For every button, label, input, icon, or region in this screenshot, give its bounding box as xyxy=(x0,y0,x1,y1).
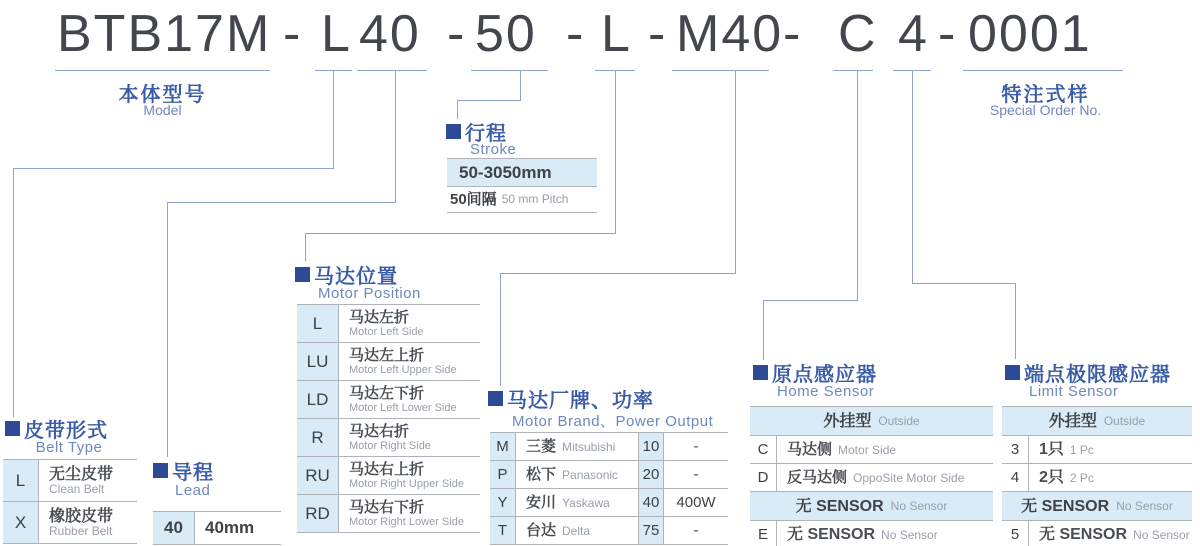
motor-position-en: Motor Left Upper Side xyxy=(349,363,457,376)
connector-belt xyxy=(333,70,334,168)
limit-sensor-table xyxy=(1002,406,1192,546)
section-marker-icon xyxy=(488,391,503,406)
motor-position-code: RD xyxy=(297,495,339,532)
lead-value-cell xyxy=(195,512,281,544)
belt-code: L xyxy=(3,460,39,501)
connector-motor-brand xyxy=(500,273,501,386)
motor-position-title-en: Motor Position xyxy=(318,285,421,302)
motor-brand-en: Mitsubishi xyxy=(562,440,616,454)
table-row xyxy=(153,512,281,545)
connector-motor-brand xyxy=(500,273,736,274)
limit-sensor-en: No Sensor xyxy=(1133,528,1190,542)
section-marker-icon xyxy=(446,124,461,139)
home-sensor-code: C xyxy=(750,436,777,463)
code-dash: - xyxy=(783,5,803,63)
section-marker-icon xyxy=(5,421,20,436)
motor-brand-title-zh: 马达厂牌、功率 xyxy=(507,390,654,412)
motor-brand-heading xyxy=(488,384,654,413)
belt-desc xyxy=(39,460,137,501)
motor-position-desc xyxy=(339,495,480,532)
table-row xyxy=(490,461,728,489)
code-segment-belt: L xyxy=(321,5,352,63)
belt-desc-zh: 橡胶皮带 xyxy=(49,507,114,525)
motor-brand-zh: 三菱 xyxy=(526,438,557,455)
underline-special-order xyxy=(963,70,1123,71)
limit-sensor-zh: 1只 xyxy=(1039,441,1064,458)
home-sensor-title-en: Home Sensor xyxy=(777,383,875,400)
table-row xyxy=(297,457,480,495)
belt-type-title-zh: 皮带形式 xyxy=(24,420,108,442)
underline-lead xyxy=(357,70,427,71)
lead-code: 40 xyxy=(153,512,195,544)
sensor-group-header xyxy=(750,407,993,436)
motor-position-zh: 马达左上折 xyxy=(349,346,425,364)
motor-position-code: LU xyxy=(297,343,339,380)
motor-position-code: LD xyxy=(297,381,339,418)
motor-position-en: Motor Right Side xyxy=(349,439,431,452)
sensor-group-header xyxy=(1002,492,1192,521)
code-dash: - xyxy=(447,5,467,63)
underline-stroke xyxy=(471,70,548,71)
limit-sensor-zh: 无 SENSOR xyxy=(1039,526,1128,543)
limit-sensor-code: 5 xyxy=(1002,521,1029,546)
motor-position-en: Motor Right Upper Side xyxy=(349,477,464,490)
motor-watt: - xyxy=(693,466,699,483)
home-sensor-en: No Sensor xyxy=(881,528,938,542)
lead-title-en: Lead xyxy=(175,482,211,499)
motor-position-en: Motor Left Lower Side xyxy=(349,401,457,414)
limit-sensor-zh: 2只 xyxy=(1039,469,1064,486)
code-segment-series: BTB17M xyxy=(57,5,272,63)
connector-motor-position xyxy=(615,70,616,233)
sensor-group-header xyxy=(1002,407,1192,436)
belt-desc xyxy=(39,502,137,543)
connector-limit-sensor xyxy=(912,70,913,283)
table-row xyxy=(1002,521,1192,546)
connector-home-sensor xyxy=(763,300,764,360)
motor-power-code: 20 xyxy=(638,461,664,488)
table-row xyxy=(490,489,728,517)
section-marker-icon xyxy=(153,463,168,478)
home-sensor-title-zh: 原点感应器 xyxy=(772,364,877,386)
lead-table xyxy=(153,511,281,545)
connector-lead xyxy=(395,70,396,202)
motor-position-desc xyxy=(339,381,480,418)
motor-watt: - xyxy=(693,522,699,539)
belt-desc-en: Rubber Belt xyxy=(49,523,113,538)
home-sensor-en: OppoSite Motor Side xyxy=(853,471,965,485)
connector-lead xyxy=(167,202,168,457)
home-sensor-code: E xyxy=(750,521,777,546)
code-segment-motor-position: L xyxy=(601,5,632,63)
table-row xyxy=(490,517,728,545)
motor-position-zh: 马达左下折 xyxy=(349,384,425,402)
belt-desc-zh: 无尘皮带 xyxy=(49,465,114,483)
motor-position-table xyxy=(297,304,480,533)
limit-sensor-en: 2 Pc xyxy=(1069,471,1094,485)
motor-position-code: R xyxy=(297,419,339,456)
connector-limit-sensor xyxy=(1015,283,1016,359)
motor-brand-en: Delta xyxy=(562,524,591,538)
table-row xyxy=(297,495,480,533)
motor-position-zh: 马达左折 xyxy=(349,308,410,326)
table-row xyxy=(3,460,137,502)
table-row xyxy=(490,433,728,461)
table-row xyxy=(750,521,993,546)
motor-position-en: Motor Left Side xyxy=(349,325,424,338)
motor-position-zh: 马达右折 xyxy=(349,422,410,440)
home-sensor-table xyxy=(750,406,993,546)
motor-brand-zh: 安川 xyxy=(526,494,557,511)
motor-watt: 400W xyxy=(676,494,716,511)
sensor-header-zh: 无 SENSOR xyxy=(1021,497,1110,515)
stroke-title-en: Stroke xyxy=(470,141,517,158)
limit-sensor-title-en: Limit Sensor xyxy=(1029,383,1119,400)
sensor-header-en: Outside xyxy=(878,413,920,428)
stroke-pitch-en: 50 mm Pitch xyxy=(501,192,569,206)
motor-position-zh: 马达右下折 xyxy=(349,498,425,516)
connector-belt xyxy=(13,168,334,169)
sensor-header-en: No Sensor xyxy=(890,498,948,513)
motor-position-desc xyxy=(339,343,480,380)
motor-position-desc xyxy=(339,419,480,456)
connector-stroke xyxy=(520,70,521,100)
label-special-order-en: Special Order No. xyxy=(989,102,1102,118)
motor-brand-zh: 松下 xyxy=(526,466,557,483)
code-segment-lead: 40 xyxy=(359,5,421,63)
sensor-header-zh: 无 SENSOR xyxy=(795,497,884,515)
underline-motor-brand xyxy=(672,70,769,71)
connector-motor-brand xyxy=(735,70,736,273)
motor-position-desc xyxy=(339,305,480,342)
label-model-en: Model xyxy=(143,102,182,118)
motor-position-title-zh: 马达位置 xyxy=(314,266,398,288)
connector-belt xyxy=(13,168,14,417)
home-sensor-zh: 反马达侧 xyxy=(787,469,848,486)
stroke-pitch-zh: 50间隔 xyxy=(450,191,497,208)
table-row xyxy=(1002,436,1192,464)
stroke-range-row xyxy=(447,159,597,187)
limit-sensor-title-zh: 端点极限感应器 xyxy=(1024,364,1171,386)
stroke-range: 50-3050mm xyxy=(459,162,552,182)
lead-heading xyxy=(153,456,214,485)
motor-brand-code: T xyxy=(490,517,516,544)
code-dash: - xyxy=(938,5,958,63)
belt-code: X xyxy=(3,502,39,543)
limit-sensor-en: 1 Pc xyxy=(1069,443,1094,457)
motor-watt: - xyxy=(693,438,699,455)
sensor-header-en: Outside xyxy=(1103,413,1146,428)
section-marker-icon xyxy=(1005,365,1020,380)
code-dash: - xyxy=(566,5,586,63)
table-row xyxy=(297,305,480,343)
motor-power-code: 40 xyxy=(638,489,664,516)
motor-position-code: L xyxy=(297,305,339,342)
connector-home-sensor xyxy=(857,70,858,300)
table-row xyxy=(750,464,993,492)
table-row xyxy=(297,343,480,381)
code-dash: - xyxy=(648,5,668,63)
table-row xyxy=(1002,464,1192,492)
motor-brand-en: Yaskawa xyxy=(562,496,610,510)
connector-home-sensor xyxy=(763,300,858,301)
code-segment-limit-sensor: 4 xyxy=(898,5,929,63)
stroke-pitch-row xyxy=(447,187,597,213)
motor-brand-zh: 台达 xyxy=(526,522,557,539)
section-marker-icon xyxy=(753,365,768,380)
home-sensor-code: D xyxy=(750,464,777,491)
motor-brand-code: P xyxy=(490,461,516,488)
sensor-header-en: No Sensor xyxy=(1116,498,1173,513)
motor-power-code: 10 xyxy=(638,433,664,460)
sensor-group-header xyxy=(750,492,993,521)
stroke-title-zh: 行程 xyxy=(465,123,507,145)
motor-brand-table xyxy=(490,432,728,545)
connector-motor-position xyxy=(305,233,306,261)
connector-limit-sensor xyxy=(912,283,1016,284)
section-marker-icon xyxy=(295,267,310,282)
home-sensor-zh: 马达侧 xyxy=(787,441,833,458)
code-segment-motor-brand: M40 xyxy=(676,5,784,63)
motor-brand-en: Panasonic xyxy=(562,468,619,482)
code-dash: - xyxy=(283,5,303,63)
underline-series xyxy=(55,70,270,71)
code-segment-stroke: 50 xyxy=(475,5,537,63)
motor-power-code: 75 xyxy=(638,517,664,544)
belt-type-table xyxy=(3,459,137,544)
belt-desc-en: Clean Belt xyxy=(49,481,105,496)
stroke-table xyxy=(447,158,597,213)
home-sensor-en: Motor Side xyxy=(838,443,897,457)
belt-type-title-en: Belt Type xyxy=(35,439,103,456)
connector-motor-position xyxy=(305,233,616,234)
limit-sensor-code: 3 xyxy=(1002,436,1029,463)
motor-brand-code: M xyxy=(490,433,516,460)
table-row xyxy=(297,381,480,419)
motor-brand-code: Y xyxy=(490,489,516,516)
label-model-zh: 本体型号 xyxy=(118,84,207,106)
label-special-order-zh: 特注式样 xyxy=(1001,84,1090,106)
motor-brand-title-en: Motor Brand、Power Output xyxy=(512,413,714,430)
table-row xyxy=(3,502,137,544)
connector-stroke xyxy=(457,100,521,101)
table-row xyxy=(297,419,480,457)
limit-sensor-code: 4 xyxy=(1002,464,1029,491)
sensor-header-zh: 外挂型 xyxy=(823,412,872,430)
underline-home-sensor xyxy=(833,70,873,71)
lead-title-zh: 导程 xyxy=(172,462,214,484)
motor-position-zh: 马达右上折 xyxy=(349,460,425,478)
sensor-header-zh: 外挂型 xyxy=(1048,412,1097,430)
motor-position-en: Motor Right Lower Side xyxy=(349,515,464,528)
connector-lead xyxy=(167,202,396,203)
home-sensor-zh: 无 SENSOR xyxy=(787,526,876,543)
motor-position-code: RU xyxy=(297,457,339,494)
lead-value: 40mm xyxy=(205,518,255,537)
motor-position-desc xyxy=(339,457,480,494)
code-segment-special-order: 0001 xyxy=(968,5,1092,63)
table-row xyxy=(750,436,993,464)
code-segment-home-sensor: C xyxy=(838,5,878,63)
